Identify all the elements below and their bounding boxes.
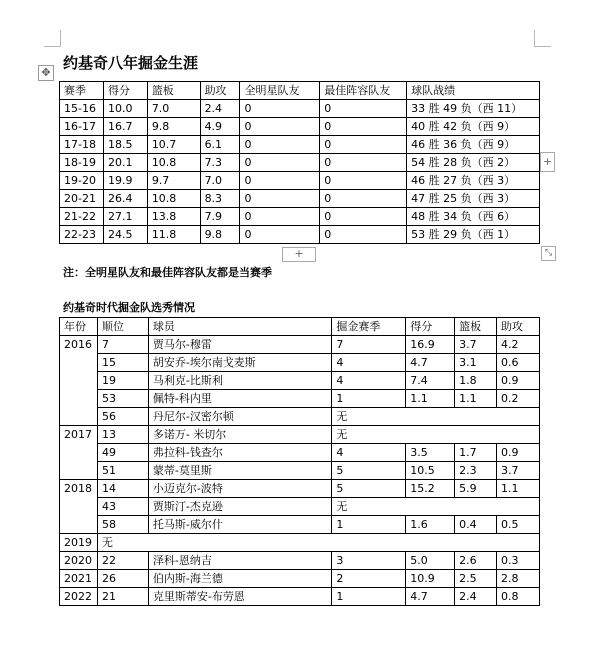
table-row xyxy=(60,354,540,372)
column-header: 得分 xyxy=(406,318,455,336)
table-cell: 15-16 xyxy=(60,100,104,118)
rebounds-cell: 3.1 xyxy=(455,354,497,372)
page-title: 约基奇八年掘金生涯 xyxy=(63,54,199,72)
table-row xyxy=(60,408,540,426)
table-row xyxy=(60,118,540,136)
table-cell: 11.8 xyxy=(147,226,200,244)
table-cell: 10.0 xyxy=(103,100,147,118)
table-row xyxy=(60,136,540,154)
add-row-icon[interactable]: + xyxy=(282,247,316,262)
player-cell: 胡安乔-埃尔南戈麦斯 xyxy=(148,354,332,372)
table-row xyxy=(60,208,540,226)
draft-table-title: 约基奇时代掘金队选秀情况 xyxy=(63,301,195,314)
assists-cell: 0.3 xyxy=(497,552,540,570)
points-cell: 5.0 xyxy=(406,552,455,570)
points-cell: 1.1 xyxy=(406,390,455,408)
player-cell: 伯内斯-海兰德 xyxy=(148,570,332,588)
table-cell: 22-23 xyxy=(60,226,104,244)
table-cell: 6.1 xyxy=(200,136,240,154)
table-cell: 19.9 xyxy=(103,172,147,190)
assists-cell: 1.1 xyxy=(497,480,540,498)
rebounds-cell: 1.7 xyxy=(455,444,497,462)
player-cell: 贾马尔-穆雷 xyxy=(148,336,332,354)
table-cell: 0 xyxy=(320,100,407,118)
seasons-cell: 1 xyxy=(332,588,406,606)
seasons-cell: 4 xyxy=(332,372,406,390)
table-cell: 19-20 xyxy=(60,172,104,190)
column-header: 赛季 xyxy=(60,82,104,100)
seasons-cell: 7 xyxy=(332,336,406,354)
column-header: 篮板 xyxy=(147,82,200,100)
rebounds-cell: 0.4 xyxy=(455,516,497,534)
table-cell: 0 xyxy=(320,226,407,244)
table-row xyxy=(60,588,540,606)
assists-cell: 2.8 xyxy=(497,570,540,588)
assists-cell: 0.9 xyxy=(497,372,540,390)
pick-cell: 15 xyxy=(97,354,148,372)
season-table-header-row xyxy=(60,82,540,100)
table-cell: 0 xyxy=(320,118,407,136)
page-corner-mark-top-left xyxy=(44,30,61,47)
table-cell: 7.0 xyxy=(200,172,240,190)
year-cell: 2016 xyxy=(60,336,98,426)
column-header: 掘金赛季 xyxy=(332,318,406,336)
table-row xyxy=(60,516,540,534)
assists-cell: 0.5 xyxy=(497,516,540,534)
seasons-cell: 5 xyxy=(332,462,406,480)
rebounds-cell: 2.3 xyxy=(455,462,497,480)
table-cell: 0 xyxy=(240,118,320,136)
pick-cell: 49 xyxy=(97,444,148,462)
assists-cell: 3.7 xyxy=(497,462,540,480)
column-header: 助攻 xyxy=(497,318,540,336)
player-cell: 小迈克尔-波特 xyxy=(148,480,332,498)
table-cell: 46 胜 27 负（西 3） xyxy=(407,172,540,190)
table-row xyxy=(60,552,540,570)
points-cell: 1.6 xyxy=(406,516,455,534)
player-cell: 弗拉科-钱查尔 xyxy=(148,444,332,462)
year-cell: 2022 xyxy=(60,588,98,606)
table-row xyxy=(60,498,540,516)
table-cell: 0 xyxy=(320,172,407,190)
table-cell: 0 xyxy=(320,154,407,172)
table-cell: 0 xyxy=(240,226,320,244)
column-header: 球员 xyxy=(148,318,332,336)
assists-cell: 0.6 xyxy=(497,354,540,372)
table-cell: 8.3 xyxy=(200,190,240,208)
table-row xyxy=(60,390,540,408)
column-header: 篮板 xyxy=(455,318,497,336)
table-resize-icon[interactable]: ⤡ xyxy=(541,246,556,261)
table-cell: 17-18 xyxy=(60,136,104,154)
points-cell: 10.5 xyxy=(406,462,455,480)
column-header: 年份 xyxy=(60,318,98,336)
seasons-cell: 5 xyxy=(332,480,406,498)
player-cell: 托马斯-威尔什 xyxy=(148,516,332,534)
table-cell: 9.8 xyxy=(147,118,200,136)
table-row xyxy=(60,480,540,498)
points-cell: 3.5 xyxy=(406,444,455,462)
rebounds-cell: 2.5 xyxy=(455,570,497,588)
pick-cell: 21 xyxy=(97,588,148,606)
table-cell: 18.5 xyxy=(103,136,147,154)
column-header: 助攻 xyxy=(200,82,240,100)
player-cell: 泽科-恩纳吉 xyxy=(148,552,332,570)
table-cell: 10.7 xyxy=(147,136,200,154)
table-cell: 0 xyxy=(240,190,320,208)
seasons-cell: 3 xyxy=(332,552,406,570)
player-cell: 马利克-比斯利 xyxy=(148,372,332,390)
table-cell: 21-22 xyxy=(60,208,104,226)
points-cell: 10.9 xyxy=(406,570,455,588)
table-cell: 0 xyxy=(320,136,407,154)
column-header: 顺位 xyxy=(97,318,148,336)
table-cell: 0 xyxy=(240,100,320,118)
table-cell: 20-21 xyxy=(60,190,104,208)
table-cell: 0 xyxy=(240,208,320,226)
table-row xyxy=(60,100,540,118)
no-draft-cell: 无 xyxy=(97,534,539,552)
rebounds-cell: 3.7 xyxy=(455,336,497,354)
rebounds-cell: 1.1 xyxy=(455,390,497,408)
pick-cell: 13 xyxy=(97,426,148,444)
table-row xyxy=(60,534,540,552)
rebounds-cell: 2.4 xyxy=(455,588,497,606)
pick-cell: 51 xyxy=(97,462,148,480)
table-cell: 7.9 xyxy=(200,208,240,226)
table-cell: 26.4 xyxy=(103,190,147,208)
draft-table-header-row xyxy=(60,318,540,336)
points-cell: 16.9 xyxy=(406,336,455,354)
pick-cell: 58 xyxy=(97,516,148,534)
table-cell: 18-19 xyxy=(60,154,104,172)
table-row xyxy=(60,154,540,172)
seasons-cell: 无 xyxy=(332,498,540,516)
seasons-cell: 4 xyxy=(332,354,406,372)
year-cell: 2019 xyxy=(60,534,98,552)
assists-cell: 0.2 xyxy=(497,390,540,408)
table-cell: 33 胜 49 负（西 11） xyxy=(407,100,540,118)
seasons-cell: 无 xyxy=(332,408,540,426)
table-cell: 0 xyxy=(320,190,407,208)
table-cell: 16.7 xyxy=(103,118,147,136)
table-note: 注：全明星队友和最佳阵容队友都是当赛季 xyxy=(63,266,272,279)
table-row xyxy=(60,372,540,390)
seasons-cell: 1 xyxy=(332,516,406,534)
table-cell: 0 xyxy=(240,136,320,154)
table-cell: 13.8 xyxy=(147,208,200,226)
seasons-cell: 无 xyxy=(332,426,540,444)
table-cell: 24.5 xyxy=(103,226,147,244)
column-header: 最佳阵容队友 xyxy=(320,82,407,100)
pick-cell: 19 xyxy=(97,372,148,390)
assists-cell: 4.2 xyxy=(497,336,540,354)
column-header: 全明星队友 xyxy=(240,82,320,100)
table-cell: 16-17 xyxy=(60,118,104,136)
table-cell: 0 xyxy=(320,208,407,226)
table-cell: 2.4 xyxy=(200,100,240,118)
seasons-cell: 2 xyxy=(332,570,406,588)
add-column-icon[interactable]: + xyxy=(540,152,555,172)
table-cell: 7.3 xyxy=(200,154,240,172)
table-move-icon[interactable]: ✥ xyxy=(38,65,54,81)
table-row xyxy=(60,462,540,480)
season-stats-table xyxy=(59,81,540,244)
table-cell: 40 胜 42 负（西 9） xyxy=(407,118,540,136)
player-cell: 佩特-科内里 xyxy=(148,390,332,408)
points-cell: 4.7 xyxy=(406,588,455,606)
table-cell: 53 胜 29 负（西 1） xyxy=(407,226,540,244)
rebounds-cell: 5.9 xyxy=(455,480,497,498)
table-cell: 7.0 xyxy=(147,100,200,118)
pick-cell: 22 xyxy=(97,552,148,570)
table-cell: 46 胜 36 负（西 9） xyxy=(407,136,540,154)
player-cell: 多诺万- 米切尔 xyxy=(148,426,332,444)
draft-table xyxy=(59,317,540,606)
rebounds-cell: 1.8 xyxy=(455,372,497,390)
table-cell: 20.1 xyxy=(103,154,147,172)
table-cell: 0 xyxy=(240,154,320,172)
player-cell: 蒙蒂-莫里斯 xyxy=(148,462,332,480)
table-row xyxy=(60,336,540,354)
year-cell: 2018 xyxy=(60,480,98,534)
points-cell: 4.7 xyxy=(406,354,455,372)
assists-cell: 0.8 xyxy=(497,588,540,606)
table-row xyxy=(60,226,540,244)
page-corner-mark-top-right xyxy=(534,30,551,47)
pick-cell: 43 xyxy=(97,498,148,516)
table-cell: 9.8 xyxy=(200,226,240,244)
player-cell: 贾斯汀-杰克逊 xyxy=(148,498,332,516)
table-cell: 9.7 xyxy=(147,172,200,190)
pick-cell: 26 xyxy=(97,570,148,588)
player-cell: 丹尼尔-汉密尔顿 xyxy=(148,408,332,426)
column-header: 得分 xyxy=(103,82,147,100)
seasons-cell: 4 xyxy=(332,444,406,462)
pick-cell: 56 xyxy=(97,408,148,426)
table-cell: 27.1 xyxy=(103,208,147,226)
rebounds-cell: 2.6 xyxy=(455,552,497,570)
table-cell: 0 xyxy=(240,172,320,190)
points-cell: 7.4 xyxy=(406,372,455,390)
table-cell: 4.9 xyxy=(200,118,240,136)
table-row xyxy=(60,570,540,588)
table-cell: 10.8 xyxy=(147,154,200,172)
year-cell: 2017 xyxy=(60,426,98,480)
assists-cell: 0.9 xyxy=(497,444,540,462)
table-cell: 47 胜 25 负（西 3） xyxy=(407,190,540,208)
table-cell: 10.8 xyxy=(147,190,200,208)
table-row xyxy=(60,190,540,208)
column-header: 球队战绩 xyxy=(407,82,540,100)
table-row xyxy=(60,444,540,462)
seasons-cell: 1 xyxy=(332,390,406,408)
year-cell: 2020 xyxy=(60,552,98,570)
pick-cell: 53 xyxy=(97,390,148,408)
pick-cell: 7 xyxy=(97,336,148,354)
year-cell: 2021 xyxy=(60,570,98,588)
pick-cell: 14 xyxy=(97,480,148,498)
points-cell: 15.2 xyxy=(406,480,455,498)
table-row xyxy=(60,426,540,444)
player-cell: 克里斯蒂安-布劳恩 xyxy=(148,588,332,606)
table-cell: 48 胜 34 负（西 6） xyxy=(407,208,540,226)
table-cell: 54 胜 28 负（西 2） xyxy=(407,154,540,172)
table-row xyxy=(60,172,540,190)
